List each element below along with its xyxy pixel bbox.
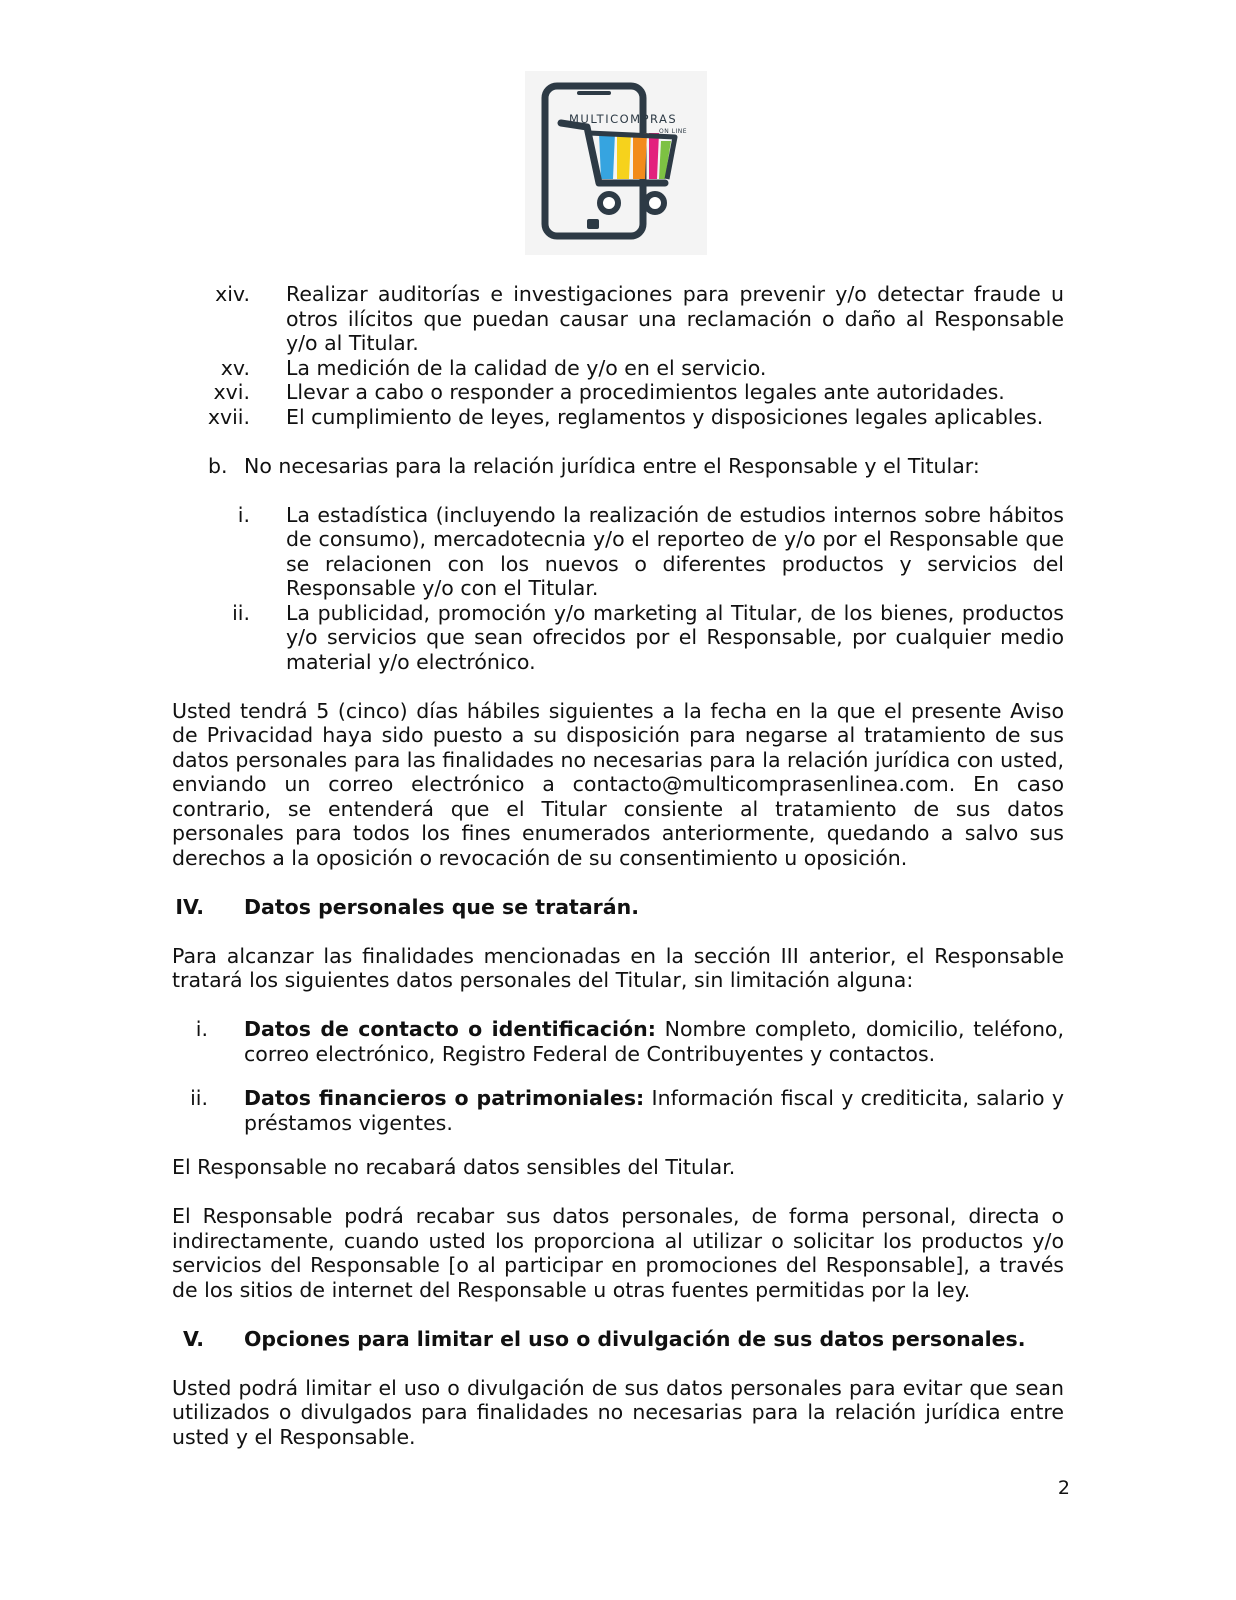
limit-use-paragraph: Usted podrá limitar el uso o divulgación de sus datos personales para evitar que sean utilizados o divulgados para finalidades no necesarias para la relación jurídica entre usted y el Responsable. (172, 1375, 1064, 1449)
item-text: La medición de la calidad de y/o en el servicio. (286, 355, 767, 380)
logo-subtitle: ON LINE (659, 128, 688, 135)
collection-paragraph: El Responsable podrá recabar sus datos personales, de forma personal, directa o indirectamente, cuando usted los proporciona al utilizar o solicitar los productos y/o servicios del Responsable [o al participar en promociones del Responsable], a través de los sitios de internet del Responsable u otras fuentes permitidas por la ley. (172, 1204, 1064, 1302)
section-title: Opciones para limitar el uso o divulgación de sus datos personales. (244, 1326, 1026, 1351)
item-text: Información fiscal y crediticita, salario y préstamos vigentes. (244, 1086, 1064, 1135)
subsection-letter: b. (208, 453, 228, 478)
section-intro: Para alcanzar las finalidades mencionadas en la sección III anterior, el Responsable tratará los siguientes datos personales del Titular, sin limitación alguna: (172, 943, 1064, 992)
list-item (172, 503, 1064, 601)
item-number: xvi. (213, 380, 250, 404)
section-number: V. (182, 1326, 204, 1351)
list-item (172, 1017, 1064, 1066)
list-item (172, 1086, 1064, 1135)
list-item (172, 405, 1064, 430)
item-text: La publicidad, promoción y/o marketing al Titular, de los bienes, productos y/o servicios que sean ofrecidos por el Responsable, por cualquier medio material y/o electrónico. (286, 600, 1064, 674)
item-number: xvii. (207, 404, 250, 429)
item-label: Datos financieros o patrimoniales: (244, 1086, 645, 1110)
subsection-b (172, 454, 1064, 479)
item-text: Nombre completo, domicilio, teléfono, correo electrónico, Registro Federal de Contribuyentes y contactos. (244, 1017, 1064, 1066)
item-number: xv. (220, 355, 250, 380)
list-item (172, 601, 1064, 675)
logo-title: MULTICOMPRAS (569, 112, 678, 126)
item-text: Llevar a cabo o responder a procedimientos legales ante autoridades. (286, 380, 1005, 404)
sensitive-data-statement: El Responsable no recabará datos sensibles del Titular. (172, 1155, 736, 1179)
page-number: 2 (1057, 1477, 1070, 1499)
section-title: Datos personales que se tratarán. (244, 894, 639, 919)
phone-cart-icon (525, 71, 707, 255)
subsection-text: No necesarias para la relación jurídica entre el Responsable y el Titular: (244, 453, 980, 478)
item-number: xiv. (215, 282, 250, 306)
item-number: ii. (232, 600, 250, 625)
company-logo (525, 71, 707, 255)
item-number: i. (237, 502, 250, 527)
list-item (172, 282, 1064, 356)
item-text: La estadística (incluyendo la realización de estudios internos sobre hábitos de consumo), mercadotecnia y/o el reporteo de y/o por el Responsable que se relacionen con los nuevos o diferentes productos y servicios del Responsable y/o con el Titular. (286, 502, 1064, 600)
list-item (172, 380, 1064, 405)
item-label: Datos de contacto o identificación: (244, 1017, 656, 1041)
item-number: ii. (190, 1086, 208, 1110)
list-item (172, 356, 1064, 381)
opt-out-paragraph: Usted tendrá 5 (cinco) días hábiles siguientes a la fecha en la que el presente Aviso de Privacidad haya sido puesto a su disposición para negarse al tratamiento de sus datos personales para las finalidades no necesarias para la relación jurídica con usted, enviando un correo electrónico a contacto@multicomprasenlinea.com. En caso contrario, se entenderá que el Titular consiente al tratamiento de sus datos personales para todos los fines enumerados anteriormente, quedando a salvo sus derechos a la oposición o revocación de su consentimiento u oposición. (172, 698, 1064, 870)
document-body (172, 282, 1064, 1449)
item-number: i. (195, 1017, 208, 1041)
item-text: El cumplimiento de leyes, reglamentos y disposiciones legales aplicables. (286, 404, 1044, 429)
section-heading-v (172, 1327, 1064, 1352)
section-heading-iv (172, 895, 1064, 920)
section-number: IV. (175, 894, 204, 919)
item-text: Realizar auditorías e investigaciones para prevenir y/o detectar fraude u otros ilícitos que puedan causar una reclamación o daño al Responsable y/o al Titular. (286, 282, 1064, 355)
